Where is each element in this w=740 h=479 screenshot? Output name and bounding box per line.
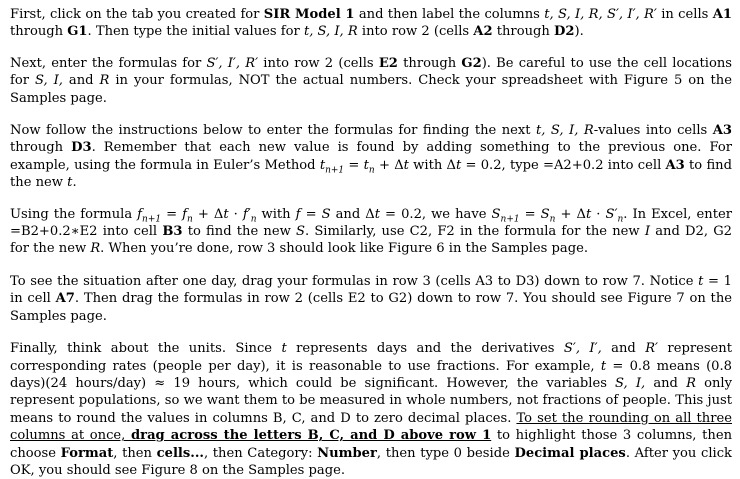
text-run: t [319, 157, 326, 173]
text-run: Decimal places [514, 445, 626, 461]
text-run: R′ [645, 341, 659, 357]
text-run: = 1 in cell [10, 273, 732, 307]
text-run: A3 [712, 123, 732, 139]
text-run: . [72, 175, 77, 191]
text-run: only represent populations, so we want them to be measured in whole numbers, not fractions of people. This just means to round the values in columns B, C, and D to zero decimal places. [10, 375, 732, 426]
text-run: represents days and the derivatives [286, 341, 564, 357]
text-run: and then label the columns [354, 7, 545, 22]
paragraph-enter-derivatives [10, 55, 732, 107]
text-run: S [540, 206, 550, 222]
text-run: Using the formula [10, 206, 138, 222]
text-run: E2 [378, 55, 398, 71]
text-run: f [295, 206, 301, 222]
text-run: S [491, 206, 501, 222]
text-run: -values into cells [593, 123, 713, 139]
text-run: and [62, 73, 100, 89]
text-run: = [300, 206, 322, 222]
subscript: n [250, 214, 257, 225]
text-run: , then Category: [203, 445, 318, 461]
text-run: t [600, 358, 607, 374]
text-run: = [519, 206, 541, 222]
paragraph-units-rounding [10, 340, 732, 479]
text-run: S′, I′, [563, 341, 602, 357]
text-run: and Δ [330, 206, 375, 222]
text-run: through [10, 140, 72, 156]
text-run: t [67, 175, 73, 191]
text-run: D3 [71, 140, 92, 156]
subscript: n+1 [142, 214, 162, 225]
text-run: into row 2 (cells [357, 24, 474, 40]
text-run: . Similarly, use C2, F2 in the formula for the new [304, 224, 645, 240]
text-run: f [182, 206, 188, 222]
text-run: t [403, 157, 409, 173]
text-run: . After you click OK, you should see Figure 8 on the Samples page. [10, 445, 732, 478]
text-run: S′, I′, R′ [206, 55, 259, 71]
text-run: in your formulas, NOT the actual numbers. Check your spreadsheet with Figure 5 on the Samples page. [10, 73, 732, 106]
text-run: drag across the letters B, C, and D above row 1 [131, 428, 492, 444]
text-run: R [686, 375, 696, 391]
text-run: t [585, 206, 592, 222]
text-run: A3 [665, 157, 685, 173]
text-run: t, S, I, R [303, 24, 358, 40]
subscript: n [368, 165, 375, 176]
text-run: . Then type the initial values for [87, 24, 304, 40]
text-run: . When you’re done, row 3 should look like Figure 6 in the Samples page. [100, 241, 589, 257]
text-run: t [374, 206, 381, 222]
text-run: A7 [55, 291, 75, 307]
text-run: S′ [605, 206, 618, 222]
text-run: , then [113, 445, 157, 461]
text-run: . Then drag the formulas in row 2 (cells E2 to G2) down to row 7. You should see Figure 7 on the Samples page. [10, 291, 733, 324]
text-run: through [492, 24, 554, 40]
text-run: First, click on the tab you created for [10, 7, 264, 22]
text-run: · [591, 206, 606, 222]
paragraph-excel-formulas [10, 206, 732, 258]
text-run: = 0.8 means (0.8 days)(24 hours/day) ≈ 19 hours, which could be significant. However, the variables [10, 358, 733, 391]
paragraph-label-columns [10, 6, 732, 41]
text-run: D2 [554, 24, 575, 40]
subscript: n+1 [325, 165, 345, 176]
text-run: to highlight those 3 columns, then choose [10, 428, 732, 461]
text-run: = 0.2, type =A2+0.2 into cell [461, 157, 666, 173]
text-run: Number [317, 445, 377, 461]
text-run: t [363, 157, 369, 173]
text-run: in cells [656, 7, 713, 22]
subscript: n [187, 214, 193, 225]
text-run: + Δ [555, 206, 586, 222]
text-run: A2 [473, 24, 493, 40]
text-run: G2 [461, 55, 482, 71]
text-run: t, S, I, R, S′, I′, R′ [544, 7, 657, 22]
text-run: S [321, 206, 331, 222]
text-run: . Remember that each new value is found by adding something to the previous one. For example, using the formula in Euler’s Method [10, 140, 732, 173]
text-run: A1 [712, 7, 732, 22]
text-run: I [644, 224, 651, 240]
text-run: To see the situation after one day, drag your formulas in row 3 (cells A3 to D3) down to row 7. Notice [10, 273, 699, 289]
text-run: To set the rounding on all three columns at once, [10, 410, 732, 444]
text-run: and D2, G2 for the new [10, 224, 733, 257]
paragraph-euler-method [10, 122, 732, 192]
text-run: R [90, 241, 101, 257]
text-run: represent corresponding rates (people per day), it is reasonable to use fractions. For example, [10, 341, 732, 374]
text-run: · [228, 206, 243, 222]
text-run: t [223, 206, 229, 222]
text-run: Next, enter the formulas for [10, 55, 207, 71]
text-run: and [601, 341, 646, 357]
text-run: through [10, 24, 68, 40]
text-run: . In Excel, enter =B2+0.2∗E2 into cell [10, 206, 732, 240]
text-run: t [698, 273, 704, 289]
text-run: + Δ [192, 206, 224, 222]
text-run: S, I, [615, 375, 646, 391]
text-run: G1 [67, 24, 88, 40]
text-run: + Δ [374, 157, 404, 173]
text-run: cells... [156, 445, 204, 461]
subscript: n+1 [500, 214, 520, 225]
text-run: through [397, 55, 462, 71]
text-run: t [455, 157, 462, 173]
text-run: B3 [162, 224, 183, 240]
paragraph-one-day [10, 273, 732, 325]
text-run: f′ [242, 206, 251, 222]
text-run: to find the new [10, 157, 732, 191]
text-run: = [161, 206, 183, 222]
text-run: S [296, 224, 305, 240]
text-run: to find the new [182, 224, 296, 240]
text-run: and [645, 375, 687, 391]
text-run: ). [574, 24, 584, 40]
subscript: n [549, 214, 556, 225]
text-run: Format [60, 445, 114, 461]
text-run: = 0.2, we have [380, 206, 492, 222]
text-run: Now follow the instructions below to enter the formulas for finding the next [10, 123, 537, 139]
subscript: n [617, 214, 624, 225]
text-run: R [99, 73, 110, 89]
text-run: f [137, 206, 143, 222]
text-run: = [344, 157, 364, 173]
text-run: t [281, 341, 287, 357]
text-run: , then type 0 beside [376, 445, 515, 461]
text-run: ). Be careful to use the cell locations for [10, 55, 732, 89]
text-run: S, I, [34, 73, 63, 89]
text-run: with [256, 206, 296, 222]
text-run: into row 2 (cells [258, 55, 379, 71]
text-run: with Δ [408, 157, 456, 173]
text-run: SIR Model 1 [263, 7, 355, 22]
text-run: Finally, think about the units. Since [10, 341, 282, 357]
text-run: t, S, I, R [536, 123, 594, 139]
